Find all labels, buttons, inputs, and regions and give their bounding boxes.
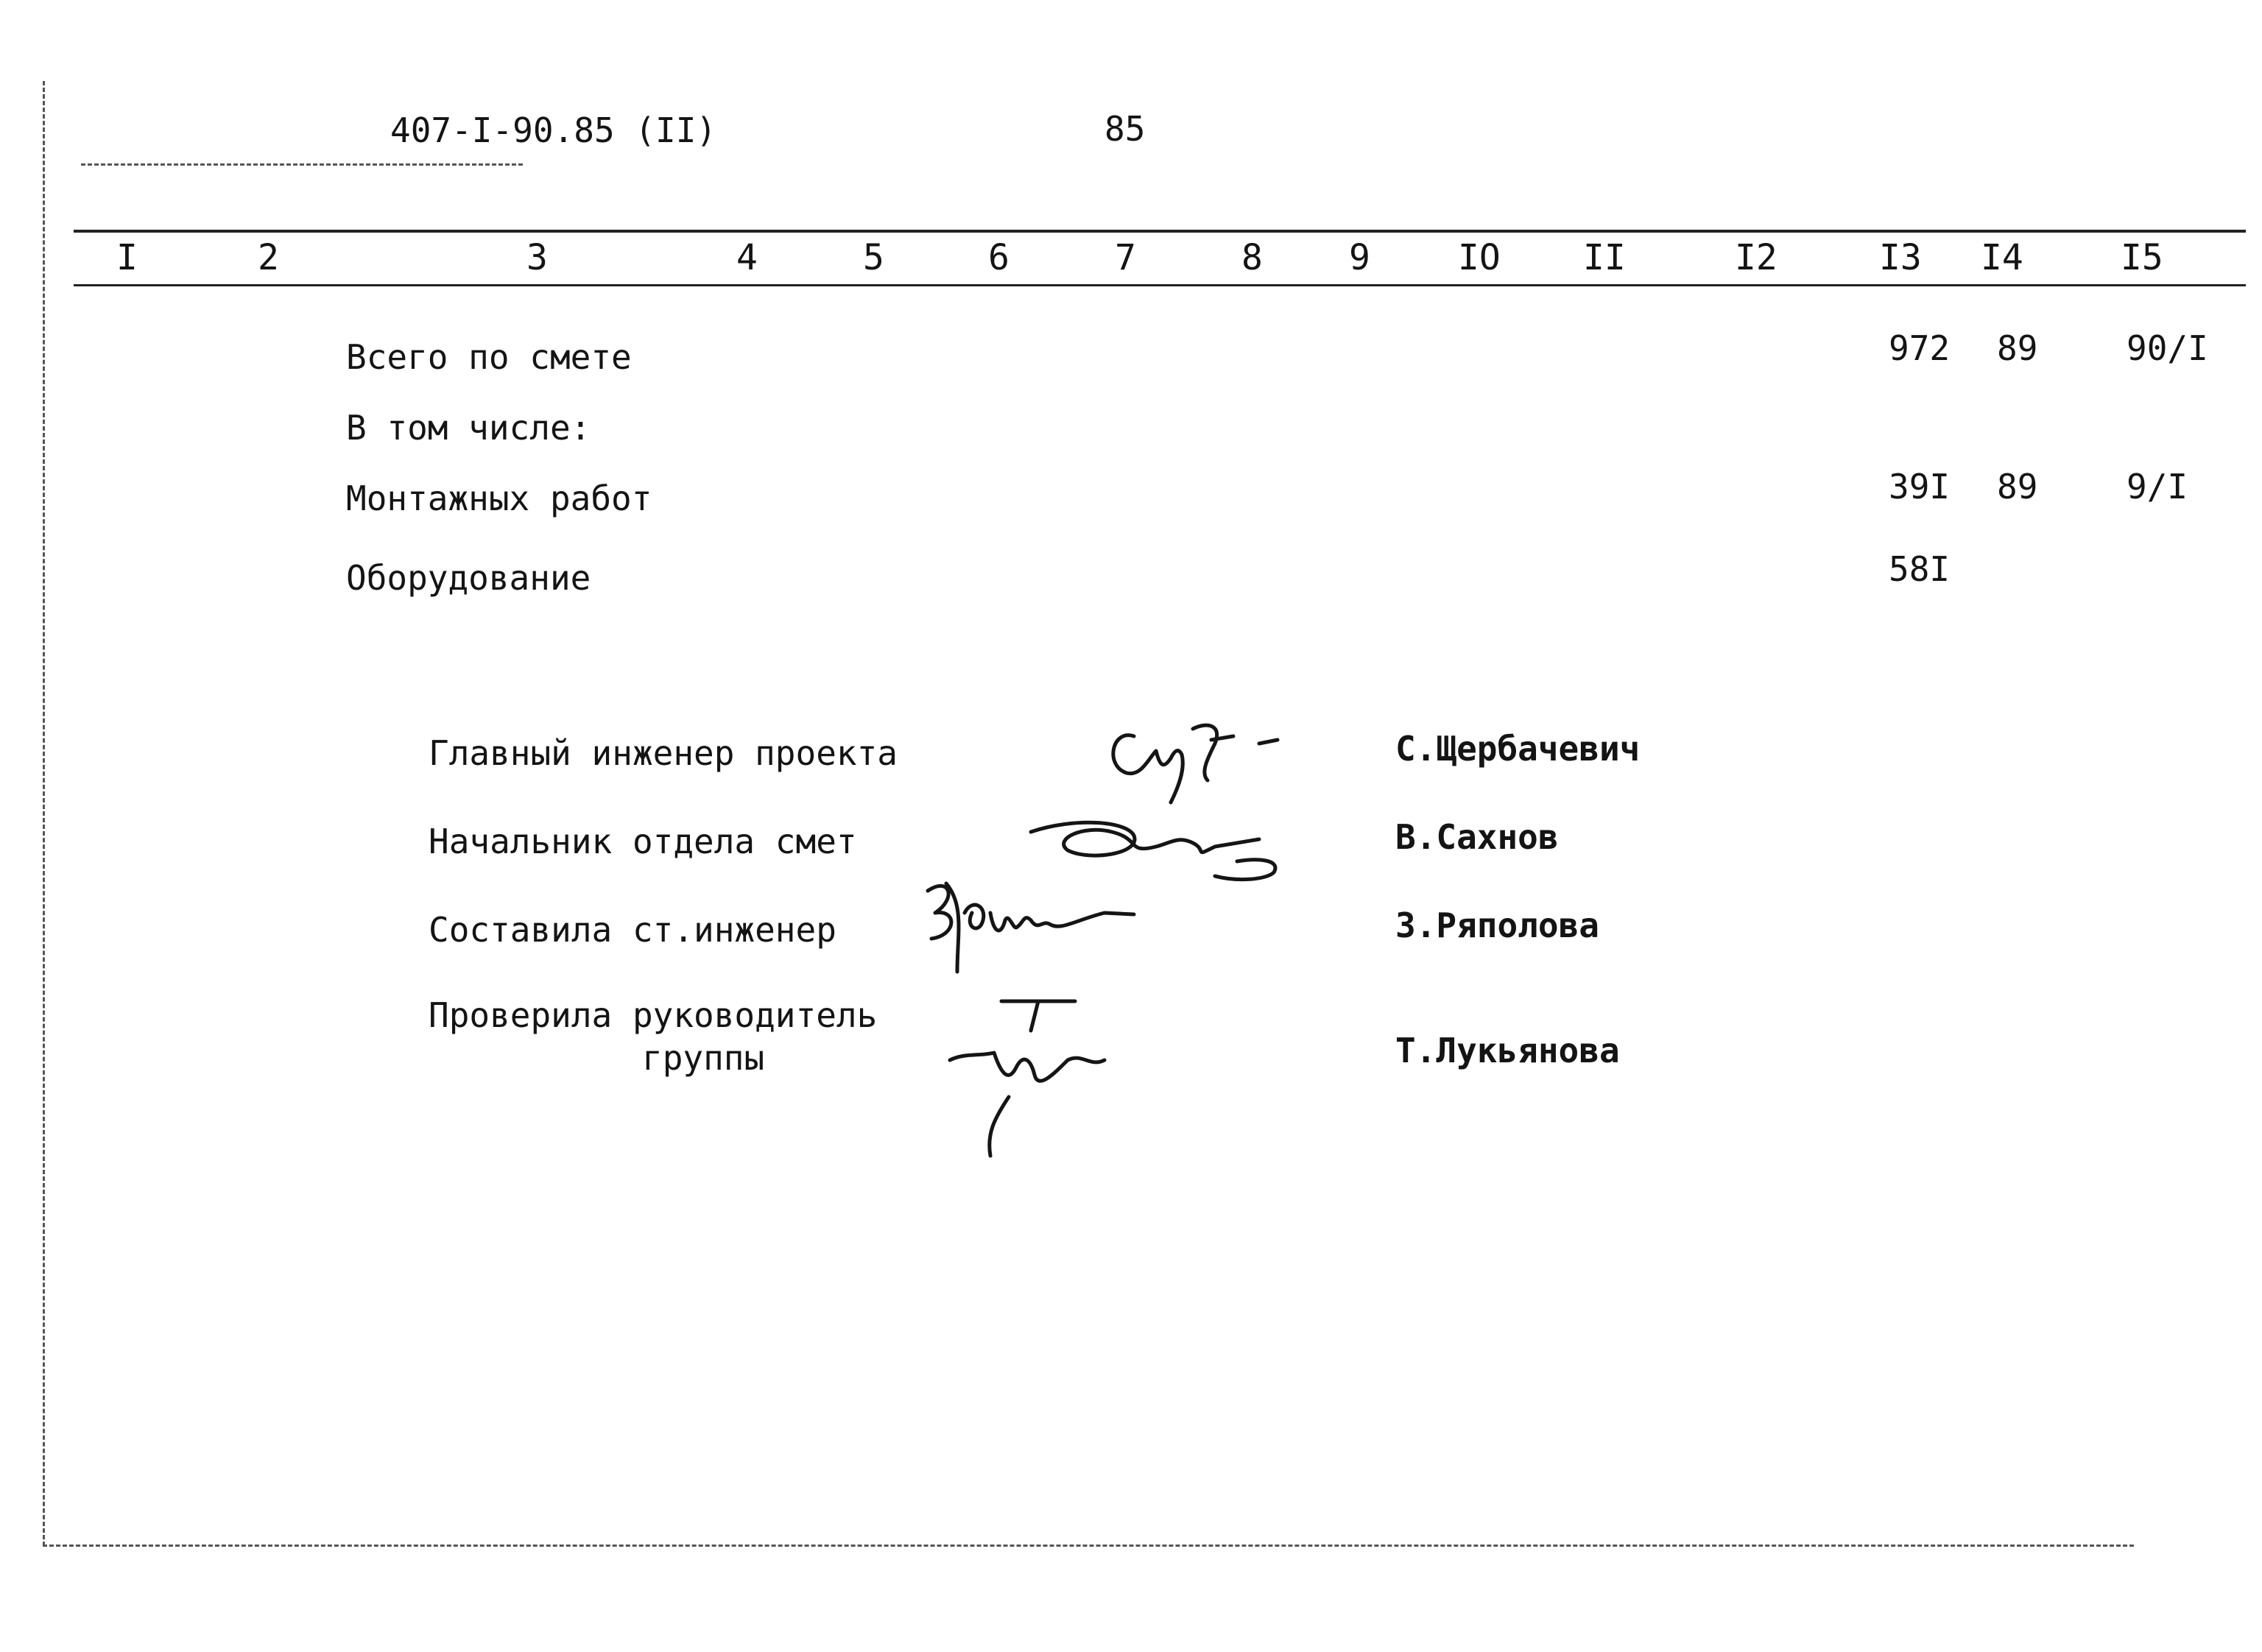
document-code: 407-I-90.85 (II) bbox=[390, 110, 717, 150]
handwritten-signature-3 bbox=[913, 869, 1163, 986]
signature-role: Составила ст.инженер bbox=[429, 910, 836, 950]
column-number: I3 bbox=[1879, 237, 1922, 278]
row-label-total: Всего по смете bbox=[346, 337, 632, 377]
signature-role-line2: группы bbox=[642, 1038, 765, 1078]
signature-name: В.Сахнов bbox=[1395, 817, 1559, 857]
page-number: 85 bbox=[1104, 109, 1146, 149]
cell-col15: 9/I bbox=[2127, 467, 2188, 506]
column-number: I bbox=[116, 237, 138, 278]
table-top-rule bbox=[74, 230, 2246, 233]
row-label-including: В том числе: bbox=[346, 408, 591, 448]
row-label-installation: Монтажных работ bbox=[346, 479, 652, 518]
signature-name: С.Щербачевич bbox=[1395, 729, 1641, 769]
cell-col13: 972 bbox=[1889, 328, 1951, 368]
column-number: 9 bbox=[1349, 237, 1370, 278]
column-number: I2 bbox=[1735, 237, 1777, 278]
column-number: I4 bbox=[1981, 237, 2023, 278]
column-number: 5 bbox=[863, 237, 884, 278]
handwritten-signature-4 bbox=[928, 986, 1149, 1163]
signature-role: Главный инженер проекта bbox=[429, 733, 898, 773]
left-page-edge bbox=[43, 81, 45, 1546]
signature-role: Проверила руководитель bbox=[429, 995, 878, 1035]
column-number: I5 bbox=[2121, 237, 2163, 278]
column-number: II bbox=[1583, 237, 1626, 278]
cell-col14: 89 bbox=[1997, 328, 2038, 368]
column-number: 4 bbox=[736, 237, 758, 278]
signature-name: З.Ряполова bbox=[1395, 906, 1599, 945]
column-number: 3 bbox=[526, 237, 548, 278]
signature-name: Т.Лукьянова bbox=[1395, 1031, 1620, 1070]
header-dashed-rule bbox=[81, 163, 523, 166]
column-number: 2 bbox=[258, 237, 279, 278]
handwritten-signature-1 bbox=[1090, 707, 1311, 810]
cell-col13: 39I bbox=[1889, 467, 1951, 506]
column-number: 7 bbox=[1115, 237, 1136, 278]
cell-col13: 58I bbox=[1889, 549, 1951, 589]
column-number: IO bbox=[1458, 237, 1501, 278]
column-number: 6 bbox=[988, 237, 1010, 278]
row-label-equipment: Оборудование bbox=[346, 558, 591, 598]
cell-col15: 90/I bbox=[2127, 328, 2208, 368]
column-number: 8 bbox=[1241, 237, 1263, 278]
cell-col14: 89 bbox=[1997, 467, 2038, 506]
bottom-page-edge bbox=[43, 1545, 2134, 1547]
table-header-bottom-rule bbox=[74, 284, 2246, 286]
signature-role: Начальник отдела смет bbox=[429, 822, 857, 861]
